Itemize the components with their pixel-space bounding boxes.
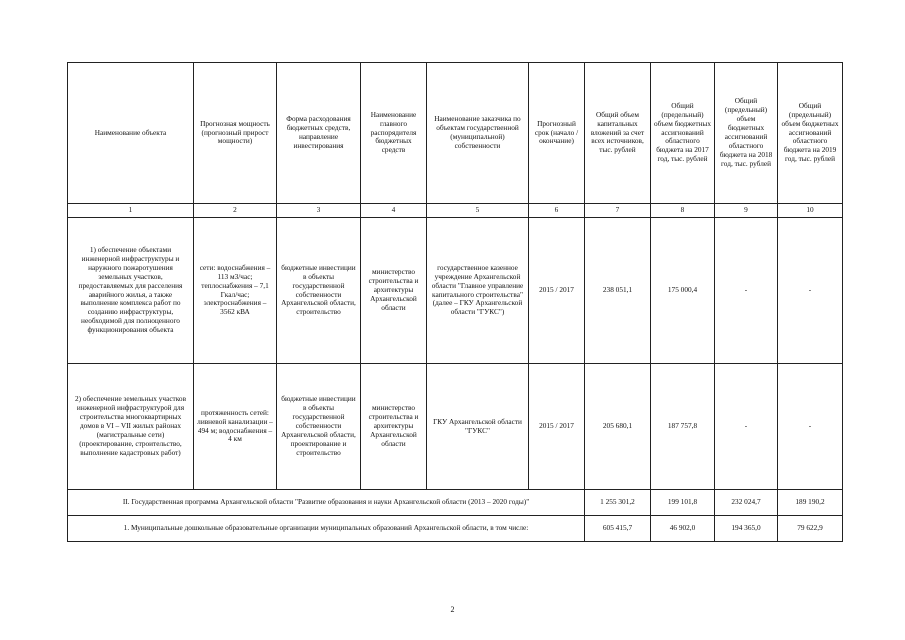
- amount-2019-cell: 189 190,2: [778, 490, 843, 516]
- term-cell: 2015 / 2017: [529, 364, 585, 490]
- column-number: 6: [529, 204, 585, 218]
- total-cell: 1 255 301,2: [585, 490, 651, 516]
- amount-2017-cell: 187 757,8: [651, 364, 715, 490]
- column-number: 2: [194, 204, 277, 218]
- capacity-cell: протяженность сетей: ливневой канализации – 494 м; водоснабжения – 4 км: [194, 364, 277, 490]
- subsection-row: [68, 516, 843, 542]
- object-name: 2) обеспечение земельных участков инженерной инфраструктурой для строительства многоквартирных домов в VI – VII жилых районах (магистральные сети) (проектирование, строительство, выполнение кадастровых работ): [68, 364, 194, 490]
- manager-cell: министерство строительства и архитектуры Архангельской области: [361, 218, 427, 364]
- header-cell-manager: Наименование главного распорядителя бюджетных средств: [361, 63, 427, 204]
- header-cell-form: Форма расходования бюджетных средств, направление инвестирования: [277, 63, 361, 204]
- term-cell: 2015 / 2017: [529, 218, 585, 364]
- total-cell: 605 415,7: [585, 516, 651, 542]
- subsection-name: 1. Муниципальные дошкольные образовательные организации муниципальных образований Архангельской области, в том числе:: [68, 516, 585, 542]
- column-number: 1: [68, 204, 194, 218]
- column-number-row: [68, 204, 843, 218]
- object-name: 1) обеспечение объектами инженерной инфраструктуры и наружного пожаротушения земельных участков, предоставляемых для расселения аварийного жилья, а также выполнение комплекса работ по созданию инфраструктуры, необходимой для полноценного функционирования объекта: [68, 218, 194, 364]
- amount-2019-cell: 79 622,9: [778, 516, 843, 542]
- program-name: II. Государственная программа Архангельской области "Развитие образования и науки Архангельской области (2013 – 2020 годы)": [68, 490, 585, 516]
- header-row: [68, 63, 843, 204]
- header-cell-2017: Общий (предельный) объем бюджетных ассигнований областного бюджета на 2017 год, тыс. рублей: [651, 63, 715, 204]
- manager-cell: министерство строительства и архитектуры Архангельской области: [361, 364, 427, 490]
- table-row: [68, 364, 843, 490]
- amount-2018-cell: 194 365,0: [715, 516, 778, 542]
- amount-2019-cell: -: [778, 364, 843, 490]
- header-cell-2018: Общий (предельный) объем бюджетных ассигнований областного бюджета на 2018 год, тыс. рублей: [715, 63, 778, 204]
- form-cell: бюджетные инвестиции в объекты государственной собственности Архангельской области, проектирование и строительство: [277, 364, 361, 490]
- form-cell: бюджетные инвестиции в объекты государственной собственности Архангельской области, строительство: [277, 218, 361, 364]
- column-number: 8: [651, 204, 715, 218]
- amount-2019-cell: -: [778, 218, 843, 364]
- column-number: 10: [778, 204, 843, 218]
- amount-2017-cell: 199 101,8: [651, 490, 715, 516]
- program-row: [68, 490, 843, 516]
- header-cell-capacity: Прогнозная мощность (прогнозный прирост мощности): [194, 63, 277, 204]
- header-cell-customer: Наименование заказчика по объектам государственной (муниципальной) собственности: [427, 63, 529, 204]
- amount-2017-cell: 46 902,0: [651, 516, 715, 542]
- column-number: 9: [715, 204, 778, 218]
- table-row: [68, 218, 843, 364]
- amount-2017-cell: 175 000,4: [651, 218, 715, 364]
- page-number: 2: [450, 605, 455, 614]
- total-cell: 205 680,1: [585, 364, 651, 490]
- column-number: 3: [277, 204, 361, 218]
- column-number: 4: [361, 204, 427, 218]
- amount-2018-cell: 232 024,7: [715, 490, 778, 516]
- customer-cell: ГКУ Архангельской области "ГУКС": [427, 364, 529, 490]
- header-cell-name: Наименование объекта: [68, 63, 194, 204]
- column-number: 5: [427, 204, 529, 218]
- customer-cell: государственное казенное учреждение Архангельской области "Главное управление капитального строительства" (далее – ГКУ Архангельской области "ГУКС"): [427, 218, 529, 364]
- total-cell: 238 051,1: [585, 218, 651, 364]
- column-number: 7: [585, 204, 651, 218]
- amount-2018-cell: -: [715, 364, 778, 490]
- investment-table: [67, 62, 843, 542]
- amount-2018-cell: -: [715, 218, 778, 364]
- header-cell-2019: Общий (предельный) объем бюджетных ассигнований областного бюджета на 2019 год, тыс. рублей: [778, 63, 843, 204]
- header-cell-term: Прогнозный срок (начало / окончание): [529, 63, 585, 204]
- capacity-cell: сети: водоснабжения – 113 м3/час; теплоснабжения – 7,1 Гкал/час; электроснабжения – 3562 кВА: [194, 218, 277, 364]
- header-cell-total: Общий объем капитальных вложений за счет всех источников, тыс. рублей: [585, 63, 651, 204]
